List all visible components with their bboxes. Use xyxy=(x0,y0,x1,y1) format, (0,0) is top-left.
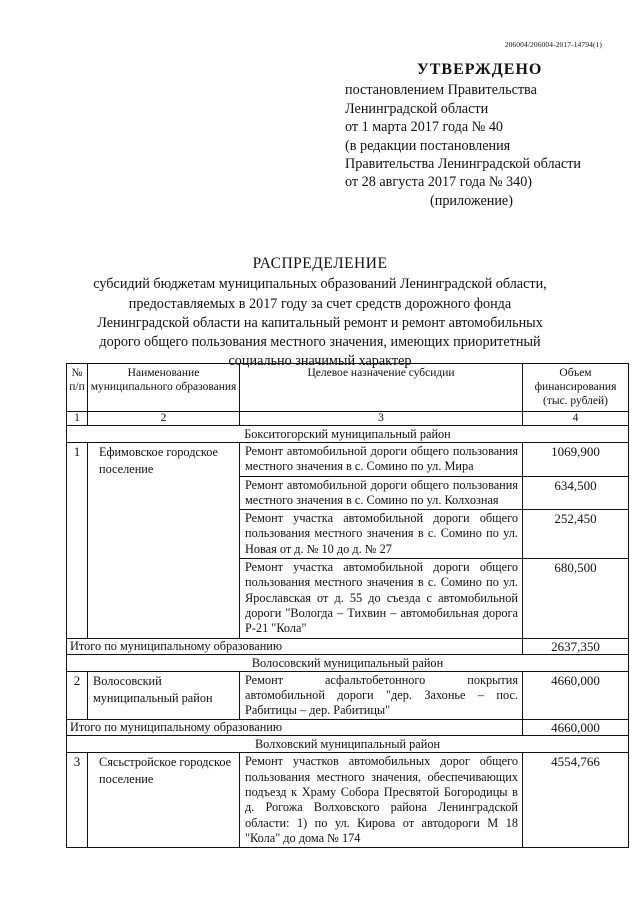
municipality-name: Волосовский муниципальный район xyxy=(93,673,213,705)
total-label: Итого по муниципальному образованию xyxy=(67,638,523,654)
header-name: Наименование муниципального образования xyxy=(88,364,240,412)
total-amount: 2637,350 xyxy=(523,638,629,654)
header-amount: Объем финансирования (тыс. рублей) xyxy=(523,364,629,412)
municipality-cell xyxy=(88,671,240,720)
document-heading xyxy=(0,254,640,372)
purpose-cell: Ремонт участка автомобильной дороги общего пользования местного значения в с. Сомино по ул. Новая от д. № 10 до д. № 27 xyxy=(240,510,523,559)
index-cell: 1 xyxy=(67,412,88,426)
approval-line: от 1 марта 2017 года № 40 xyxy=(345,119,504,136)
table-row xyxy=(67,753,629,848)
municipality-name: Ефимовское городское поселение xyxy=(99,445,219,476)
index-cell: 4 xyxy=(523,412,629,426)
purpose-cell: Ремонт автомобильной дороги общего пользования местного значения в с. Сомино по ул. Колхозная xyxy=(240,476,523,510)
district-row xyxy=(67,426,629,443)
total-row xyxy=(67,638,629,654)
index-cell: 2 xyxy=(88,412,240,426)
index-cell: 3 xyxy=(240,412,523,426)
subtitle-line: дорого общего пользования местного значения, имеющих приоритетный xyxy=(99,334,541,351)
purpose-cell: Ремонт автомобильной дороги общего пользования местного значения в с. Сомино по ул. Мира xyxy=(240,443,523,477)
district-row xyxy=(67,654,629,671)
document-id: 206004/206004-2017-14794(1) xyxy=(504,40,602,49)
total-row xyxy=(67,720,629,736)
district-name: Волховский муниципальный район xyxy=(67,736,629,753)
approval-stamp xyxy=(345,61,581,210)
table-header-row xyxy=(67,364,629,412)
subtitle-line: предоставляемых в 2017 году за счет средств дорожного фонда xyxy=(128,295,512,312)
document-title: РАСПРЕДЕЛЕНИЕ xyxy=(252,255,388,272)
total-amount: 4660,000 xyxy=(523,720,629,736)
header-num: № п/п xyxy=(67,364,88,412)
municipality-cell xyxy=(88,443,240,639)
purpose-cell: Ремонт участка автомобильной дороги общего пользования местного значения в с. Сомино по ул. Ярославская от д. 55 до съезда с автомобильной дороги "Вологда – Тихвин – автомобильная дорога Р-21 "Кола" xyxy=(240,559,523,638)
district-name: Волосовский муниципальный район xyxy=(67,654,629,671)
subtitle-line: субсидий бюджетам муниципальных образований Ленинградской области, xyxy=(93,276,547,293)
municipality-name: Сясьстройское городское поселение xyxy=(99,755,232,787)
subtitle-line: социально значимый характер xyxy=(228,353,412,370)
table-row xyxy=(67,443,629,477)
municipality-cell xyxy=(88,753,240,848)
purpose-cell: Ремонт участков автомобильных дорог общего пользования местного значения, обеспечивающих подъезд к Храму Собора Пресвятой Богородицы в д. Рогожа Волховского района Ленинградской области: 1) по ул. Кирова от автодороги М 18 "Кола" до дома № 174 xyxy=(240,753,523,848)
approval-line: постановлением Правительства xyxy=(345,82,537,99)
approval-appendix: (приложение) xyxy=(430,192,513,209)
approval-heading: УТВЕРЖДЕНО xyxy=(417,61,543,78)
amount-cell: 4554,766 xyxy=(523,753,629,848)
amount-cell: 680,500 xyxy=(523,559,629,638)
purpose-cell: Ремонт асфальтобетонного покрытия автомобильной дороги "дер. Захонье – пос. Рабитицы – дер. Рабитицы" xyxy=(240,671,523,720)
total-label: Итого по муниципальному образованию xyxy=(67,720,523,736)
table-row xyxy=(67,671,629,720)
district-name: Бокситогорский муниципальный район xyxy=(67,426,629,443)
approval-line: от 28 августа 2017 года № 340) xyxy=(345,174,533,191)
amount-cell: 634,500 xyxy=(523,476,629,510)
amount-cell: 1069,900 xyxy=(523,443,629,477)
district-row xyxy=(67,736,629,753)
approval-line: (в редакции постановления xyxy=(345,137,511,154)
approval-line: Ленинградской области xyxy=(345,100,489,117)
row-number: 2 xyxy=(67,671,88,720)
approval-line: Правительства Ленинградской области xyxy=(345,156,581,173)
column-index-row xyxy=(67,412,629,426)
amount-cell: 252,450 xyxy=(523,510,629,559)
row-number: 3 xyxy=(67,753,88,848)
header-purpose: Целевое назначение субсидии xyxy=(240,364,523,412)
subtitle-line: Ленинградской области на капитальный ремонт и ремонт автомобильных xyxy=(97,314,543,331)
row-number: 1 xyxy=(67,443,88,639)
amount-cell: 4660,000 xyxy=(523,671,629,720)
subsidy-table xyxy=(66,363,629,848)
